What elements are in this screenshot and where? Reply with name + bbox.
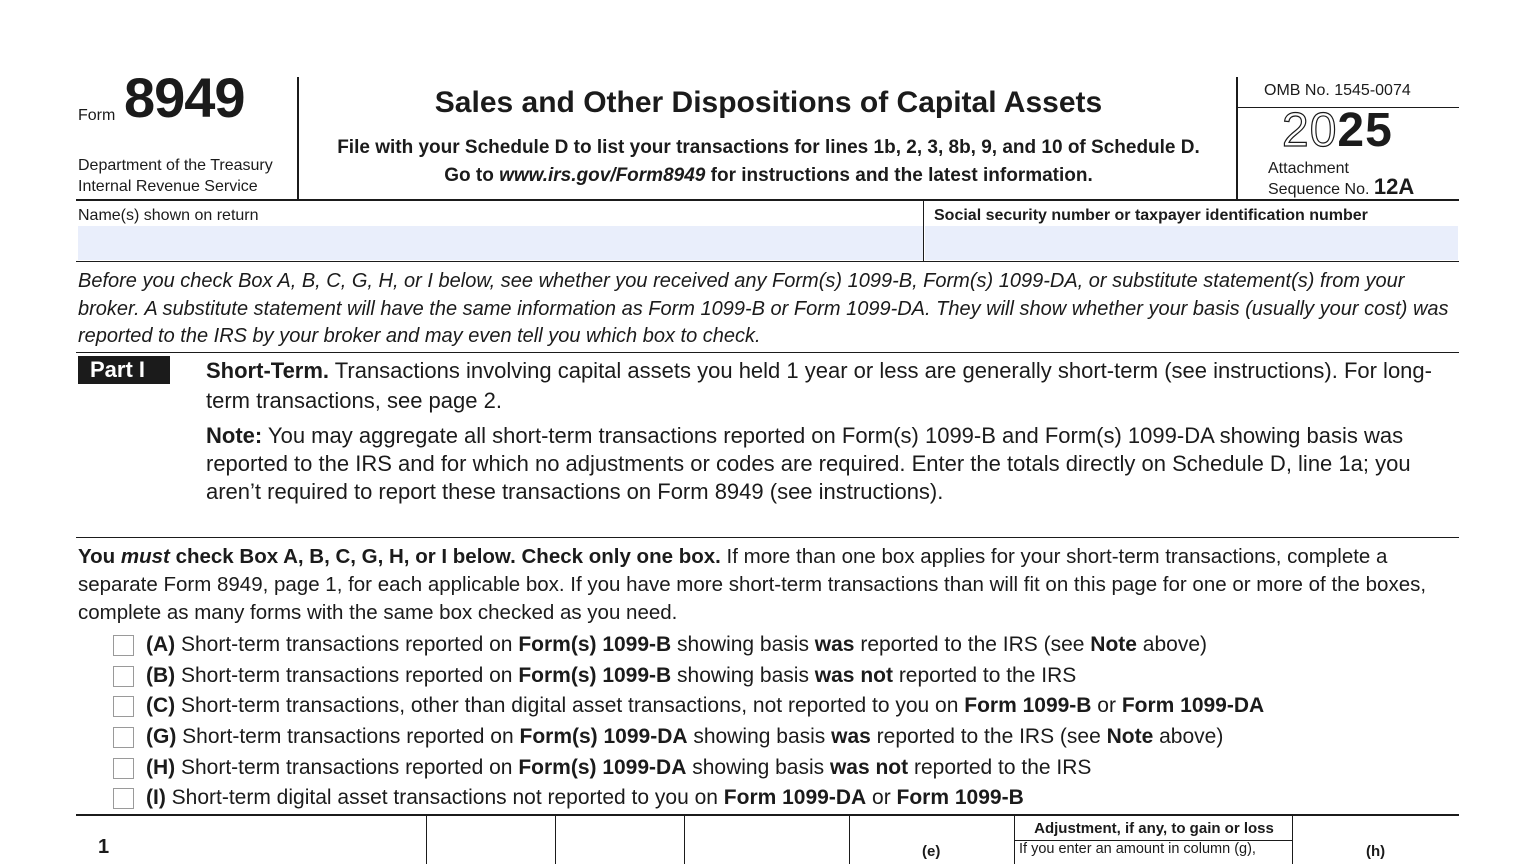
irs-link[interactable]: www.irs.gov/Form8949	[499, 165, 706, 186]
box-label-run: Short-term digital asset transactions not reported to you on	[165, 786, 724, 809]
sequence-value: 12A	[1373, 174, 1415, 199]
box-label-bold-run: (I)	[146, 786, 166, 809]
box-b-label	[146, 664, 1076, 688]
fields-bottom-rule	[76, 261, 1459, 262]
box-label-run: showing basis	[671, 664, 815, 687]
note-label: Note:	[206, 423, 263, 448]
must-word: must	[120, 545, 170, 568]
part-1-badge: Part I	[78, 356, 170, 384]
box-h-label	[146, 756, 1091, 780]
name-label: Name(s) shown on return	[78, 207, 259, 224]
box-i-row[interactable]	[113, 786, 1024, 810]
box-c-row[interactable]	[113, 694, 1264, 718]
table-col-divider	[849, 815, 850, 864]
box-label-bold-run: (A)	[146, 633, 176, 656]
header-divider-left	[297, 77, 299, 199]
box-label-run: or	[1091, 694, 1122, 717]
box-label-bold-run: was	[814, 633, 855, 656]
intro-instructions: Before you check Box A, B, C, G, H, or I below, see whether you received any Form(s) 1099-B, Form(s) 1099-DA, or substitute statement(s) from your broker. A substitute statement will have the same information as Form 1099-B or Form 1099-DA. They will show whether your basis (usually your cost) was reported to the IRS by your broker and may even tell you which box to check.	[78, 270, 1449, 347]
field-divider	[923, 201, 924, 261]
box-label-bold-run: Form(s) 1099-DA	[519, 725, 688, 748]
line-number: 1	[98, 836, 110, 858]
table-col-divider	[555, 815, 556, 864]
box-label-bold-run: Note	[1106, 725, 1154, 748]
box-label-run: showing basis	[687, 725, 832, 748]
must-text: If more than one box applies for your short-term transactions, complete a separate Form 8949, page 1, for each applicable box. If you have more short-term transactions than will fit on this page for one or more of the boxes, complete as many forms with the same box checked as you need.	[78, 545, 1427, 624]
box-label-run: Short-term transactions reported on	[175, 633, 519, 656]
box-label-run: Short-term transactions, other than digital asset transactions, not reported to you on	[175, 694, 965, 717]
part-1-note	[206, 422, 1451, 506]
adjustment-header: Adjustment, if any, to gain or loss	[1034, 820, 1274, 837]
box-g-label	[146, 725, 1223, 749]
box-label-bold-run: Form 1099-DA	[723, 786, 867, 809]
box-c-checkbox[interactable]	[113, 696, 134, 717]
name-field[interactable]	[78, 226, 923, 260]
box-label-bold-run: Form(s) 1099-B	[518, 664, 672, 687]
must-pre: You	[78, 545, 121, 568]
box-h-checkbox[interactable]	[113, 758, 134, 779]
box-label-run: or	[866, 786, 897, 809]
box-b-row[interactable]	[113, 664, 1076, 688]
box-label-bold-run: Form(s) 1099-B	[518, 633, 672, 656]
part-1-description: Transactions involving capital assets you held 1 year or less are generally short-term (see instructions). For long-term transactions, see page 2.	[206, 358, 1432, 413]
sequence-label: Sequence No.	[1268, 181, 1374, 198]
box-label-run: reported to the IRS	[908, 756, 1092, 779]
box-label-run: reported to the IRS (see	[854, 633, 1091, 656]
column-e-header: (e)	[922, 843, 941, 860]
ssn-label: Social security number or taxpayer identification number	[934, 207, 1368, 224]
box-a-checkbox[interactable]	[113, 635, 134, 656]
box-a-label	[146, 633, 1207, 657]
table-col-divider	[684, 815, 685, 864]
box-label-bold-run: Form 1099-B	[896, 786, 1024, 809]
tax-year	[1282, 104, 1393, 157]
checkbox-section-rule	[76, 537, 1459, 538]
box-label-bold-run: (C)	[146, 694, 176, 717]
year-solid: 25	[1337, 104, 1393, 157]
box-label-bold-run: Form 1099-B	[964, 694, 1092, 717]
form-number: 8949	[124, 66, 245, 129]
part-1-heading	[206, 356, 1451, 416]
department-label	[78, 155, 273, 197]
form-label: Form	[78, 107, 116, 124]
year-outline: 20	[1282, 104, 1338, 157]
box-h-row[interactable]	[113, 756, 1091, 780]
box-label-run: reported to the IRS (see	[870, 725, 1107, 748]
attachment-sequence	[1268, 160, 1414, 199]
box-label-run: showing basis	[686, 756, 830, 779]
box-label-bold-run: was not	[829, 756, 909, 779]
box-b-checkbox[interactable]	[113, 666, 134, 687]
form-subtitle: File with your Schedule D to list your transactions for lines 1b, 2, 3, 8b, 9, and 10 of Schedule D.	[337, 137, 1200, 158]
box-label-run: above)	[1136, 633, 1208, 656]
box-label-run: reported to the IRS	[892, 664, 1077, 687]
box-a-row[interactable]	[113, 633, 1207, 657]
box-label-bold-run: was	[831, 725, 871, 748]
box-label-bold-run: (H)	[146, 756, 176, 779]
box-label-run: Short-term transactions reported on	[175, 664, 519, 687]
omb-number: OMB No. 1545-0074	[1264, 82, 1411, 99]
box-label-bold-run: (B)	[146, 664, 176, 687]
table-col-divider	[426, 815, 427, 864]
box-i-label	[146, 786, 1024, 810]
table-top-rule	[76, 814, 1459, 816]
column-h-header: (h)	[1366, 843, 1386, 860]
box-i-checkbox[interactable]	[113, 788, 134, 809]
note-text: You may aggregate all short-term transactions reported on Form(s) 1099-B and Form(s) 1099-DA showing basis was reported to the IRS and for which no adjustments or codes are required. Enter the totals directly on Schedule D, line 1a; you aren’t required to report these transactions on Form 8949 (see instructions).	[206, 423, 1411, 504]
form-instructions-line	[300, 165, 1237, 187]
ssn-field[interactable]	[925, 226, 1458, 260]
box-label-bold-run: (G)	[146, 725, 177, 748]
box-label-run: showing basis	[671, 633, 815, 656]
checkbox-instructions	[78, 543, 1468, 627]
part-1-title: Short-Term.	[206, 358, 330, 383]
box-label-bold-run: was not	[814, 664, 893, 687]
instructions-post: for instructions and the latest information.	[705, 165, 1093, 186]
box-label-run: above)	[1153, 725, 1224, 748]
box-g-checkbox[interactable]	[113, 727, 134, 748]
attachment-label: Attachment	[1268, 160, 1349, 177]
header-bottom-rule	[76, 199, 1459, 201]
box-label-bold-run: Form 1099-DA	[1121, 694, 1265, 717]
box-label-run: Short-term transactions reported on	[176, 725, 520, 748]
box-label-bold-run: Form(s) 1099-DA	[518, 756, 687, 779]
form-title: Sales and Other Dispositions of Capital Assets	[434, 86, 1103, 119]
box-label-bold-run: Note	[1090, 633, 1137, 656]
department-line-1: Department of the Treasury	[78, 157, 273, 174]
instructions-pre: Go to	[444, 165, 500, 186]
box-label-run: Short-term transactions reported on	[175, 756, 519, 779]
box-c-label	[146, 694, 1264, 718]
adjustment-subheader: If you enter an amount in column (g),	[1019, 841, 1256, 857]
part1-top-rule	[76, 352, 1459, 353]
department-line-2: Internal Revenue Service	[78, 178, 258, 195]
box-g-row[interactable]	[113, 725, 1223, 749]
must-bold: check Box A, B, C, G, H, or I below. Check only one box.	[169, 545, 721, 568]
